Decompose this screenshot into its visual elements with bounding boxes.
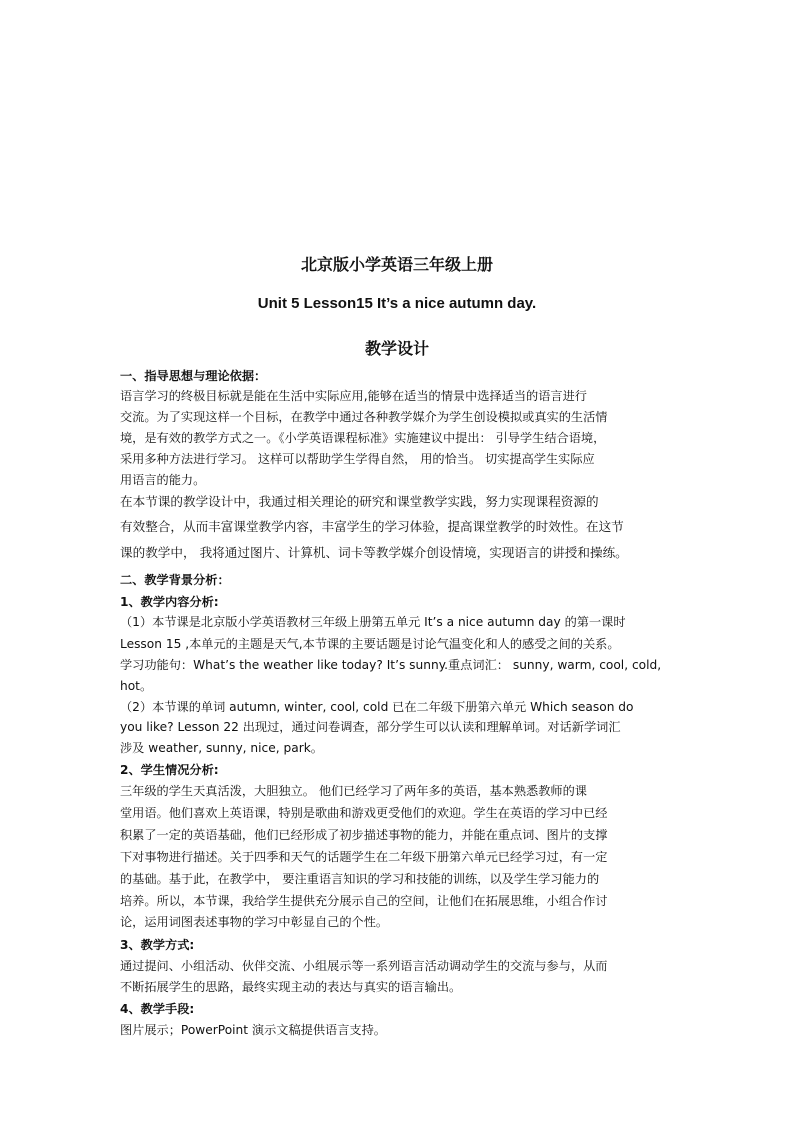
body-text-line: 不断拓展学生的思路，最终实现主动的表达与真实的语言输出。 [120, 980, 462, 994]
body-text-line: 下对事物进行描述。关于四季和天气的话题学生在二年级下册第六单元已经学习过，有一定 [120, 850, 608, 864]
body-text-line: 在本节课的教学设计中，我通过相关理论的研究和课堂教学实践，努力实现课程资源的 [120, 494, 599, 509]
document-type-heading: 教学设计 [364, 339, 429, 358]
body-text-line: 用语言的能力。 [120, 473, 206, 487]
body-text-line: 培养。所以，本节课，我给学生提供充分展示自己的空间，让他们在拓展思维，小组合作讨 [120, 894, 608, 908]
body-text-line: 论，运用词图表述事物的学习中彰显自己的个性。 [120, 915, 389, 929]
section-heading: 二、教学背景分析： [120, 573, 230, 587]
body-text-line: 三年级的学生天真活泼，大胆独立。 他们已经学习了两年多的英语，基本熟悉教师的课 [120, 784, 587, 798]
section-heading: 3、教学方式: [120, 938, 195, 952]
body-text-line: 语言学习的终极目标就是能在生活中实际应用,能够在适当的情景中选择适当的语言进行 [120, 389, 587, 403]
body-text-line: 的基础。基于此，在教学中， 要注重语言知识的学习和技能的训练，以及学生学习能力的 [120, 872, 600, 886]
body-text-line: （2）本节课的单词 autumn, winter, cool, cold 已在二年级下册第六单元 Which season do [120, 700, 634, 714]
lesson-subtitle: Unit 5 Lesson15 It’s a nice autumn day. [257, 295, 537, 312]
body-text-line: 课的教学中， 我将通过图片、计算机、词卡等教学媒介创设情境，实现语言的讲授和操练。 [120, 545, 628, 560]
body-text-line: 有效整合，从而丰富课堂教学内容，丰富学生的学习体验，提高课堂教学的时效性。在这节 [120, 519, 624, 534]
section-heading: 2、学生情况分析: [120, 763, 219, 777]
section-heading: 4、教学手段: [120, 1002, 195, 1016]
section-heading: 1、教学内容分析: [120, 595, 219, 609]
body-text-line: 堂用语。他们喜欢上英语课，特别是歌曲和游戏更受他们的欢迎。学生在英语的学习中已经 [120, 806, 608, 820]
section-heading: 一、指导思想与理论依据： [120, 369, 267, 383]
body-text-line: hot。 [120, 679, 153, 693]
body-text-line: 境，是有效的教学方式之一。《小学英语课程标准》实施建议中提出： 引导学生结合语境， [120, 431, 606, 445]
body-text-line: 交流。为了实现这样一个目标，在教学中通过各种教学媒介为学生创设模拟或真实的生活情 [120, 410, 608, 424]
body-text-line: Lesson 15 ,本单元的主题是天气,本节课的主要话题是讨论气温变化和人的感受之间的关系。 [120, 637, 620, 651]
body-text-line: 积累了一定的英语基础，他们已经形成了初步描述事物的能力，并能在重点词、图片的支撑 [120, 828, 608, 842]
document-title: 北京版小学英语三年级上册 [300, 255, 493, 274]
body-text-line: （1）本节课是北京版小学英语教材三年级上册第五单元 It’s a nice autumn day 的第一课时 [120, 615, 626, 629]
body-text-line: 图片展示；PowerPoint 演示文稿提供语言支持。 [120, 1023, 386, 1037]
body-text-line: 学习功能句：What’s the weather like today? It’s sunny.重点词汇： sunny, warm, cool, cold, [120, 658, 662, 672]
body-text-line: 涉及 weather, sunny, nice, park。 [120, 741, 323, 755]
body-text-line: you like? Lesson 22 出现过，通过问卷调查，部分学生可以认读和理解单词。对话新学词汇 [120, 720, 621, 734]
body-text-line: 采用多种方法进行学习。 这样可以帮助学生学得自然， 用的恰当。 切实提高学生实际应 [120, 452, 595, 466]
body-text-line: 通过提问、小组活动、伙伴交流、小组展示等一系列语言活动调动学生的交流与参与，从而 [120, 959, 608, 973]
